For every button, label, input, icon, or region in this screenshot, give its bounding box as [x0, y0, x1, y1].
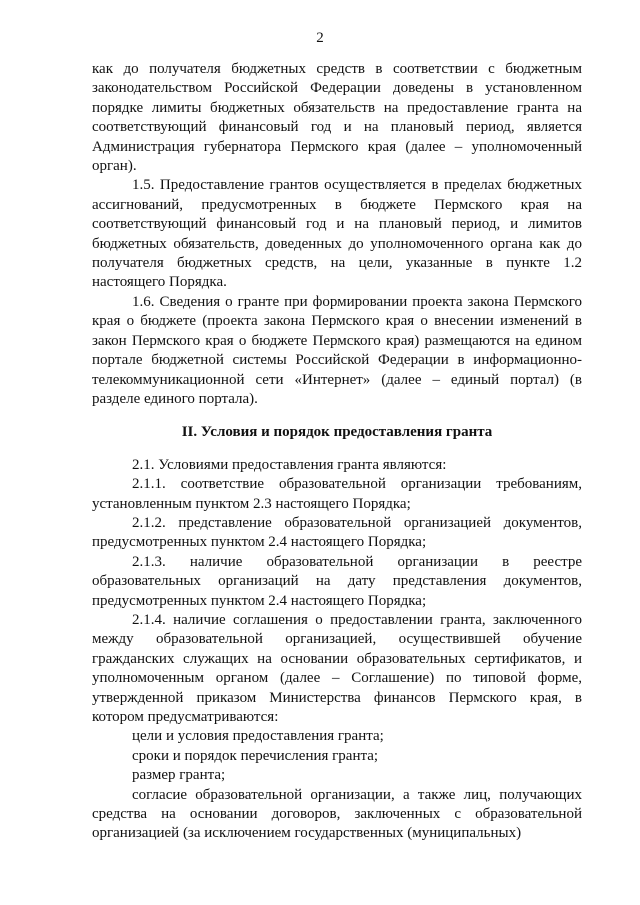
list-item-terms: сроки и порядок перечисления гранта;: [132, 747, 379, 764]
paragraph-2-1: 2.1. Условиями предоставления гранта являются:: [132, 456, 447, 473]
list-item-size: размер гранта;: [132, 767, 226, 784]
paragraph-continuation: как до получателя бюджетных средств в соответствии с бюджетным законодательством Российской Федерации доведены в установленном порядке лимиты бюджетных обязательств на предоставление гранта на соответствующий финансовый год и на плановый период, является Администрация губернатора Пермского края (далее – уполномоченный орган).: [92, 61, 582, 175]
paragraph-2-1-1: 2.1.1. соответствие образовательной организации требованиям, установленным пунктом 2.3 настоящего Порядка;: [92, 476, 582, 512]
paragraph-2-1-2: 2.1.2. представление образовательной организацией документов, предусмотренных пунктом 2.4 настоящего Порядка;: [92, 514, 582, 551]
list-item-goals: цели и условия предоставления гранта;: [132, 728, 384, 745]
paragraph-2-1-3: 2.1.3. наличие образовательной организации в реестре образовательных организаций на дату представления документов, предусмотренных пунктом 2.4 настоящего Порядка;: [92, 553, 582, 609]
section-heading: II. Условия и порядок предоставления гранта: [181, 424, 493, 441]
paragraph-1-5: 1.5. Предоставление грантов осуществляется в пределах бюджетных ассигнований, предусмотренных в бюджете Пермского края на соответствующий финансовый год и на плановый период, и лимитов бюджетных обязательств, доведенных до уполномоченного органа как до получателя бюджетных средств, на цели, указанные в пункте 1.2 настоящего Порядка.: [92, 177, 582, 291]
document-body: [92, 60, 582, 844]
list-item-consent: согласие образовательной организации, а также лиц, получающих средства на основании договоров, заключенных с образовательной организацией (за исключением государственных (муниципальных): [92, 786, 582, 842]
paragraph-1-6: 1.6. Сведения о гранте при формировании проекта закона Пермского края о бюджете (проекта закона Пермского края о внесении изменений в закон Пермского края о бюджете Пермского края) размещаются на едином портале бюджетной системы Российской Федерации в информационно-телекоммуникационной сети «Интернет» (далее – единый портал) (в разделе единого портала).: [92, 293, 582, 407]
paragraph-2-1-4: 2.1.4. наличие соглашения о предоставлении гранта, заключенного между образовательной организацией, осуществившей обучение гражданских служащих на основании образовательных сертификатов, и уполномоченным органом (далее – Соглашение) по типовой форме, утвержденной приказом Министерства финансов Пермского края, в котором предусматриваются:: [92, 611, 582, 725]
page-number: 2: [316, 30, 324, 46]
